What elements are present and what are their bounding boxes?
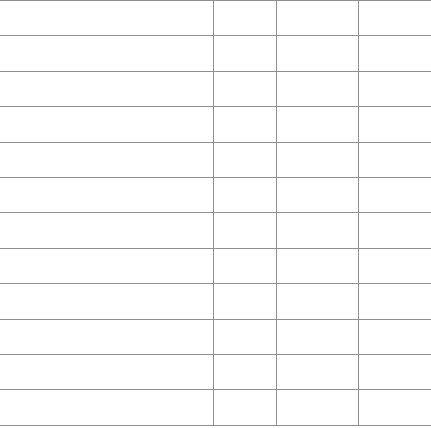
organization-name-cell (0, 213, 214, 248)
organization-name-cell (0, 284, 214, 319)
table-row (0, 390, 431, 425)
phone-number-cell (277, 177, 359, 212)
amount-cell (359, 248, 431, 283)
amount-cell (359, 71, 431, 106)
phone-number-cell (277, 213, 359, 248)
contact-person-cell (214, 36, 277, 71)
phone-number-cell (277, 390, 359, 425)
table-row (0, 177, 431, 212)
contact-person-cell (214, 71, 277, 106)
table-row (0, 213, 431, 248)
table-row (0, 248, 431, 283)
organization-name-cell (0, 248, 214, 283)
amount-cell (359, 142, 431, 177)
phone-number-cell (277, 319, 359, 354)
table-row (0, 142, 431, 177)
contact-person-cell (214, 284, 277, 319)
table-row (0, 354, 431, 389)
organization-name-cell (0, 36, 214, 71)
organization-name-cell (0, 107, 214, 142)
organization-name-cell (0, 390, 214, 425)
amount-cell (359, 390, 431, 425)
contact-person-cell (214, 248, 277, 283)
contact-person-cell (214, 319, 277, 354)
amount-cell (359, 177, 431, 212)
organization-name-cell (0, 177, 214, 212)
amount-cell (359, 284, 431, 319)
table-row (0, 107, 431, 142)
phone-number-cell (277, 71, 359, 106)
contact-person-cell (214, 390, 277, 425)
amount-cell (359, 36, 431, 71)
phone-number-cell (277, 142, 359, 177)
contact-person-cell (214, 142, 277, 177)
amount-cell (359, 213, 431, 248)
phone-number-cell (277, 1, 359, 36)
phone-number-cell (277, 36, 359, 71)
organization-name-cell (0, 1, 214, 36)
phone-number-cell (277, 248, 359, 283)
table-row (0, 284, 431, 319)
contact-person-cell (214, 213, 277, 248)
contact-person-cell (214, 177, 277, 212)
amount-cell (359, 1, 431, 36)
table-row (0, 36, 431, 71)
phone-number-cell (277, 354, 359, 389)
phone-number-cell (277, 107, 359, 142)
table-row (0, 319, 431, 354)
amount-cell (359, 354, 431, 389)
table-row (0, 71, 431, 106)
phone-number-cell (277, 284, 359, 319)
amount-cell (359, 107, 431, 142)
organization-name-cell (0, 319, 214, 354)
table-row (0, 1, 431, 36)
contact-person-cell (214, 107, 277, 142)
contact-person-cell (214, 1, 277, 36)
organization-name-cell (0, 354, 214, 389)
organization-name-cell (0, 142, 214, 177)
amount-cell (359, 319, 431, 354)
organization-name-cell (0, 71, 214, 106)
table-body (0, 1, 431, 426)
contact-person-cell (214, 354, 277, 389)
